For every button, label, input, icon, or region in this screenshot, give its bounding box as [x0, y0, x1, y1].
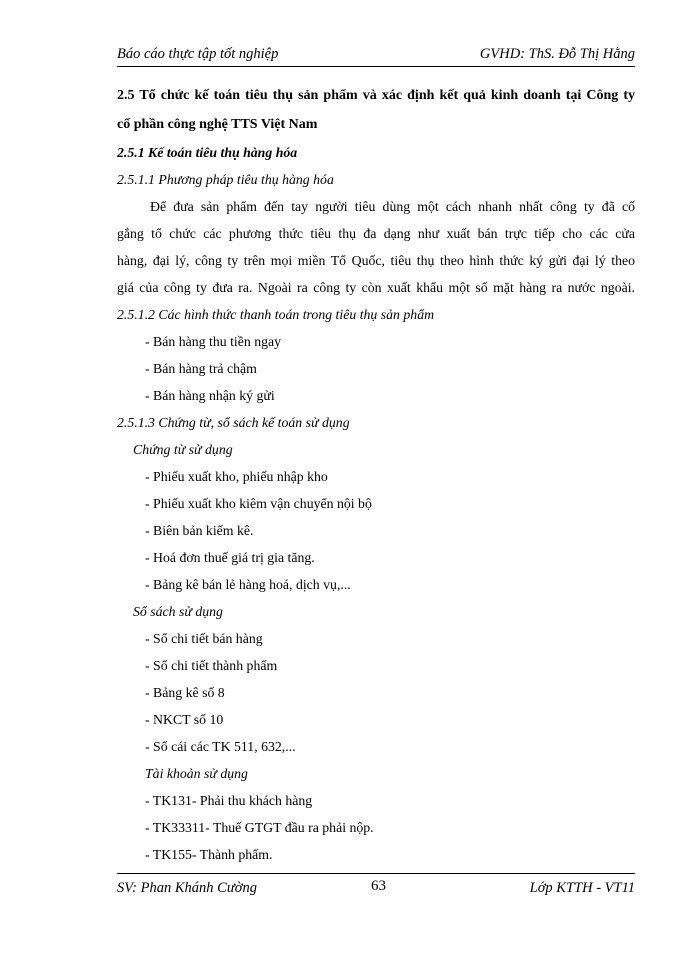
- page-footer: [117, 873, 635, 900]
- list-item: - Sổ chi tiết bán hàng: [145, 631, 263, 646]
- heading-chung-tu: Chứng từ sử dụng: [133, 442, 233, 457]
- page-header: [117, 44, 635, 67]
- heading-so-sach: Sổ sách sử dụng: [133, 604, 223, 619]
- list-item: - Bảng kê số 8: [145, 685, 225, 700]
- heading-2512: 2.5.1.2 Các hình thức thanh toán trong tiêu thụ sản phẩm: [117, 307, 435, 322]
- list-item: - Bán hàng thu tiền ngay: [145, 334, 282, 349]
- heading-tai-khoan: Tài khoản sử dụng: [145, 766, 248, 781]
- footer-class: Lớp KTTH - VT11: [529, 880, 635, 896]
- list-item: - Phiếu xuất kho kiêm vận chuyển nội bộ: [145, 496, 372, 511]
- para-2511-line2: gắng tổ chức các phương thức tiêu thụ đa dạng như xuất bán trực tiếp cho các cửa: [117, 226, 635, 241]
- list-item: - Sổ cái các TK 511, 632,...: [145, 739, 296, 754]
- list-item: - Phiếu xuất kho, phiếu nhập kho: [145, 469, 328, 484]
- page-number: 63: [371, 878, 386, 894]
- para-2511-line1: Để đưa sản phẩm đến tay người tiêu dùng một cách nhanh nhất công ty đã cố: [150, 199, 635, 214]
- section-title-line1: 2.5 Tổ chức kế toán tiêu thụ sản phẩm và xác định kết quả kinh doanh tại Công ty: [117, 88, 635, 103]
- footer-student: SV: Phan Khánh Cường: [117, 880, 257, 896]
- header-supervisor: GVHD: ThS. Đỗ Thị Hằng: [479, 46, 635, 62]
- subsection-title: 2.5.1 Kế toán tiêu thụ hàng hóa: [117, 145, 298, 160]
- list-item: - NKCT số 10: [145, 712, 224, 727]
- para-2511-line3: hàng, đại lý, công ty trên mọi miền Tổ Quốc, tiêu thụ theo hình thức ký gửi đại lý theo: [117, 253, 635, 268]
- list-item: - Bảng kê bán lẻ hàng hoá, dịch vụ,...: [145, 577, 351, 592]
- heading-2513: 2.5.1.3 Chứng từ, sổ sách kế toán sử dụng: [117, 415, 350, 430]
- list-item: - TK33311- Thuế GTGT đầu ra phải nộp.: [145, 820, 374, 835]
- list-item: - Bán hàng nhận ký gửi: [145, 388, 275, 403]
- list-item: - Sổ chi tiết thành phẩm: [145, 658, 278, 673]
- heading-2511: 2.5.1.1 Phương pháp tiêu thụ hàng hóa: [117, 172, 334, 187]
- list-item: - Bán hàng trả chậm: [145, 361, 257, 376]
- list-item: - TK131- Phải thu khách hàng: [145, 793, 313, 808]
- list-item: - Hoá đơn thuế giá trị gia tăng.: [145, 550, 315, 565]
- header-report-title: Báo cáo thực tập tốt nghiệp: [117, 46, 279, 62]
- para-2511-line4: giá của công ty đưa ra. Ngoài ra công ty còn xuất khẩu một số mặt hàng ra nước ngoài.: [117, 280, 635, 295]
- list-item: - TK155- Thành phẩm.: [145, 847, 273, 862]
- list-item: - Biên bản kiểm kê.: [145, 523, 254, 538]
- section-title-line2: cổ phần công nghệ TTS Việt Nam: [117, 117, 318, 132]
